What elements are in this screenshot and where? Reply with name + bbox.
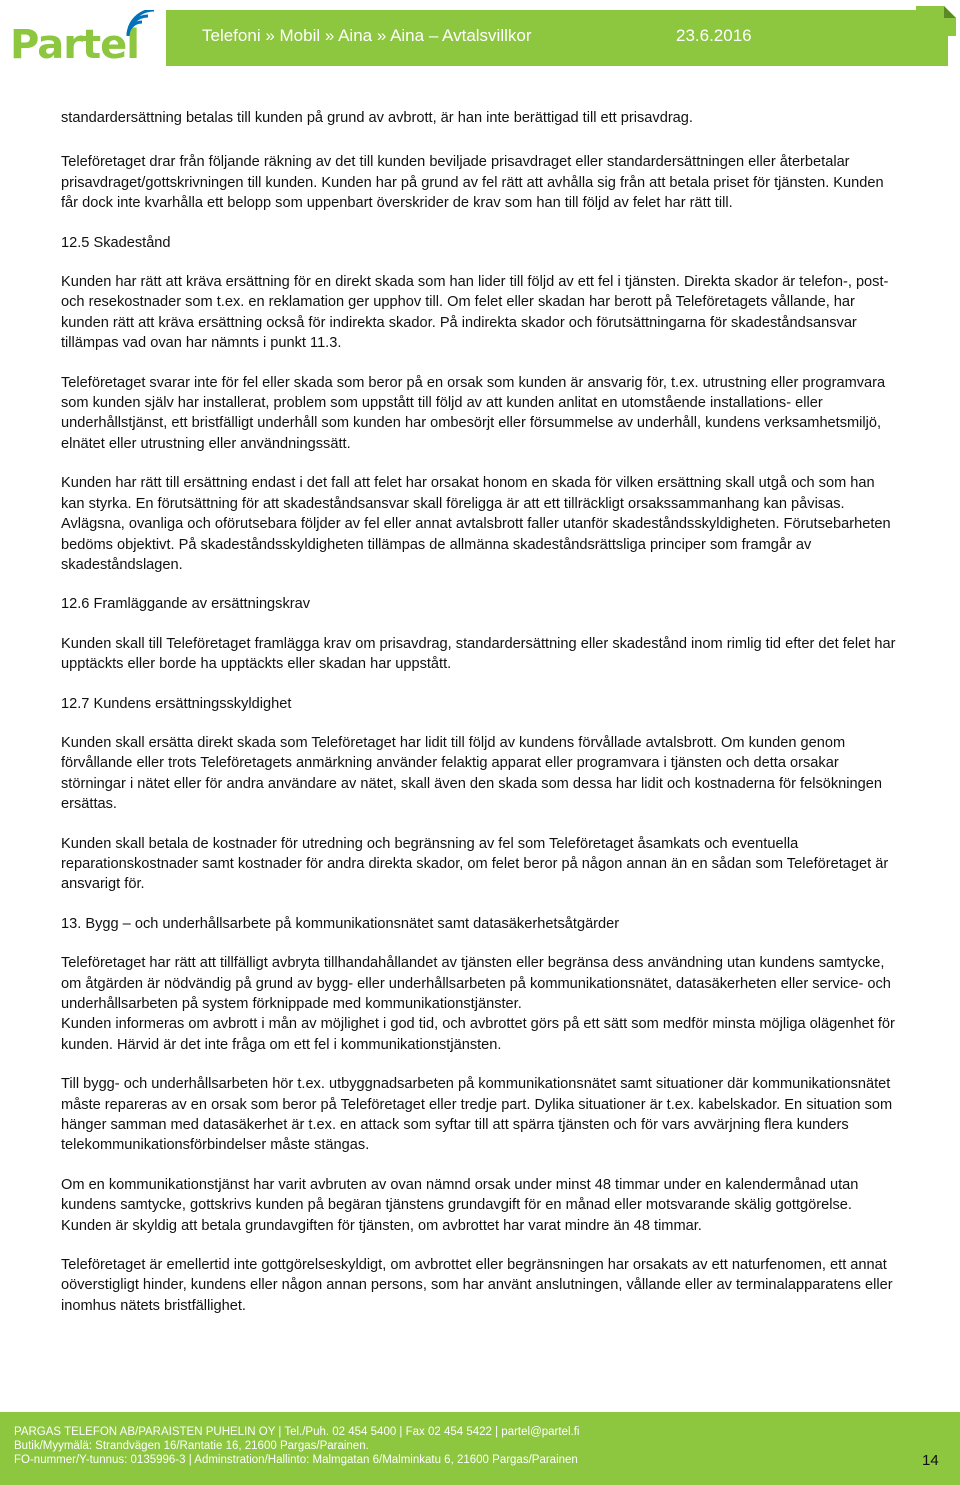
paragraph: Teleföretaget har rätt att tillfälligt avbryta tillhandahållandet av tjänsten eller begränsa dess användning utan kundens samtycke, om åtgärden är nödvändig på grund av bygg- eller underhållsarbeten på kommunikationsnätet, datasäkerheten eller service- och underhållsarbeten på system förknippade med kommunikationstjänster. bbox=[61, 955, 891, 1012]
paragraph: Kunden har rätt att kräva ersättning för en direkt skada som han lider till följd av ett fel i tjänsten. Direkta skador är telefon-, post- och resekostnader som t.ex. en reklamation ger upphov till. Om felet eller skadan har berott på Teleföretagets vållande, har kunden rätt att kräva ersättning också för indirekta skador. På indirekta skador och förutsättningarna för skadeståndsansvar tillämpas vad ovan har nämnts i punkt 11.3. bbox=[61, 274, 889, 352]
paragraph: Kunden har rätt till ersättning endast i det fall att felet har orsakat honom en skada för vilken ersättning skall utgå och som han kan styrka. En förutsättning för att skadeståndsansvar skall föreligga är att ett tillräckligt orsakssammanhang kan påvisas. Avlägsna, ovanliga och oförutsebara följder av fel eller annat avtalsbrott faller utanför skadeståndsskyldigheten. Förutsebarheten bedöms objektivt. På skadeståndsskyldigheten tillämpas de allmänna skadeståndsrättsliga principer som framgår av skadeståndslagen. bbox=[61, 475, 891, 573]
section-heading: 13. Bygg – och underhållsarbete på kommunikationsnätet samt datasäkerhetsåtgärder bbox=[61, 915, 620, 932]
header-bar bbox=[166, 10, 948, 66]
footer-contact bbox=[14, 1425, 579, 1467]
header-date: 23.6.2016 bbox=[676, 26, 752, 45]
paragraph: Kunden informeras om avbrott i mån av möjlighet i god tid, och avbrottet görs på ett sätt som medför minsta möjliga olägenhet för kunden. Härvid är det inte fråga om ett fel i kommunikationstjänsten. bbox=[61, 1016, 895, 1053]
paragraph: standardersättning betalas till kunden på grund av avbrott, är han inte berättigad till ett prisavdrag. bbox=[61, 110, 693, 126]
section-heading: 12.7 Kundens ersättningsskyldighet bbox=[61, 695, 292, 712]
paragraph: Teleföretaget är emellertid inte gottgörelseskyldigt, om avbrottet eller begränsningen har orsakats av ett naturfenomen, ett annat oöverstigligt hinder, kundens eller någon annan persons, som har använt anslutningen, vållande eller av terminalapparatens eller inomhus nätets bristfällighet. bbox=[61, 1257, 893, 1314]
paragraph: Kunden skall betala de kostnader för utredning och begränsning av fel som Teleföretaget åsamkats och eventuella reparationskostnader samt kostnader för andra direkta skador, om felet beror på någon annan än en sådan som Teleföretaget är ansvarigt för. bbox=[61, 835, 889, 893]
section-heading: 12.5 Skadestånd bbox=[61, 234, 171, 251]
footer-line: FO-nummer/Y-tunnus: 0135996-3 | Adminstration/Hallinto: Malmgatan 6/Malminkatu 6, 21600 Pargas/Parainen bbox=[14, 1454, 578, 1466]
document-body bbox=[61, 108, 901, 1316]
paragraph: Kunden skall ersätta direkt skada som Teleföretaget har lidit till följd av kundens förvållade avtalsbrott. Om kunden genom förvållande eller trots Teleföretagets anmärkning använder felaktig apparat eller programvara i tjänsten och detta orsakar störningar i nätet eller för andra användare av nätet, skall även den skada som dessa har lidit och kostnaderna för felsökningen ersättas. bbox=[61, 734, 882, 813]
footer-line: Butik/Myymälä: Strandvägen 16/Rantatie 16, 21600 Pargas/Parainen. bbox=[14, 1440, 369, 1452]
page-number: 14 bbox=[922, 1452, 939, 1469]
logo-wordmark: Partel bbox=[10, 22, 139, 68]
page-header bbox=[0, 0, 960, 76]
page-corner-icon bbox=[916, 6, 956, 36]
paragraph: Teleföretaget drar från följande räkning av det till kunden beviljade prisavdraget eller standardersättningen eller återbetalar prisavdraget/gottskrivningen till kunden. Kunden har på grund av fel rätt att avhålla sig från att betala priset för tjänsten. Kunden får dock inte kvarhålla ett belopp som uppenbart överskrider de krav som han till följd av felet har rätt till. bbox=[61, 154, 884, 212]
paragraph: Till bygg- och underhållsarbeten hör t.ex. utbyggnadsarbeten på kommunikationsnätet samt situationer där kommunikationsnätet måste repareras av en orsak som beror på Teleföretaget eller tredje part. Dylika situationer är t.ex. kabelskador. En situation som hänger samman med datasäkerhet är t.ex. en attack som syftar till att spärra tjänsten och för vars avvärjning flera kunders telekommunikationsförbindelser måste stängas. bbox=[61, 1076, 893, 1154]
section-heading: 12.6 Framläggande av ersättningskrav bbox=[61, 596, 311, 613]
paragraph: Om en kommunikationstjänst har varit avbruten av ovan nämnd orsak under minst 48 timmar under en kalendermånad utan kundens samtycke, gottskrivs kunden på begäran tjänstens grundavgift för en månad eller motsvarande skälig gottgörelse. Kunden är skyldig att betala grundavgiften för tjänsten, om avbrottet har varat mindre än 48 timmar. bbox=[61, 1176, 859, 1234]
page-footer bbox=[0, 1412, 960, 1485]
paragraph: Kunden skall till Teleföretaget framlägga krav om prisavdrag, standardersättning eller skadestånd inom rimlig tid efter det felet har upptäckts eller borde ha upptäckts eller skadan har uppstått. bbox=[61, 635, 896, 673]
breadcrumb[interactable]: Telefoni » Mobil » Aina » Aina – Avtalsvillkor bbox=[202, 26, 532, 45]
footer-line: PARGAS TELEFON AB/PARAISTEN PUHELIN OY | Tel./Puh. 02 454 5400 | Fax 02 454 5422 | partel@partel.fi bbox=[14, 1426, 580, 1438]
partel-logo[interactable] bbox=[4, 6, 164, 68]
signal-icon bbox=[124, 10, 158, 40]
paragraph: Teleföretaget svarar inte för fel eller skada som beror på en orsak som kunden är ansvarig för, t.ex. utrustning eller programvara som kunden själv har installerat, problem som uppstått till följd av att kunden anlitat en utomstående installations- eller underhållstjänst, ett bristfälligt underhåll som kunden har ombesörjt eller försummelse av underhåll, kundens verksamhetsmiljö, elnätet eller utrustning eller användningssätt. bbox=[61, 374, 886, 452]
